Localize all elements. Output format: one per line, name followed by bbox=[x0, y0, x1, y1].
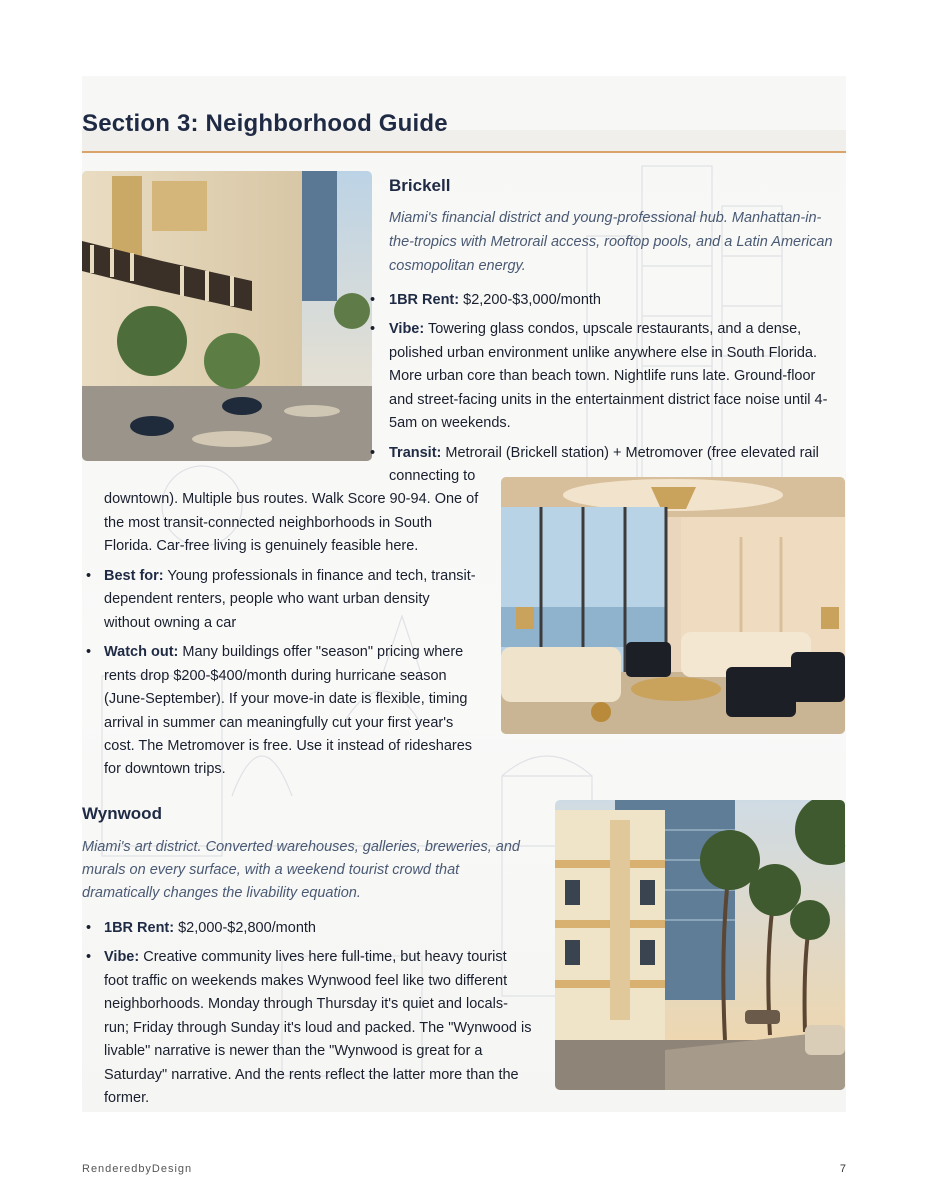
brickell-vibe-line-2: polished urban environment unlike anywhere else in South Florida. bbox=[389, 345, 818, 361]
wynwood-heading: Wynwood bbox=[82, 804, 162, 823]
brickell-watch-line-3: (June-September). If your move-in date is flexible, timing bbox=[104, 691, 468, 707]
brickell-vibe-line-4: and street-facing units in the entertainment district face noise until 4- bbox=[389, 392, 828, 408]
page-number: 7 bbox=[839, 1163, 846, 1175]
wynwood-vibe-line-2: foot traffic on weekends makes Wynwood feel like two different bbox=[104, 973, 508, 989]
wynwood-vibe-line-7: former. bbox=[104, 1090, 150, 1106]
wynwood-vibe-line-5: livable" narrative is newer than the "Wynwood is great for a bbox=[104, 1043, 483, 1059]
rent-value: $2,200-$3,000/month bbox=[463, 292, 601, 308]
vibe-label: Vibe: bbox=[389, 321, 425, 337]
footer-brand: RenderedbyDesign bbox=[82, 1163, 193, 1175]
wynwood-rent bbox=[104, 917, 316, 941]
vibe-label: Vibe: bbox=[104, 949, 140, 965]
wynwood-vibe-line-6: Saturday" narrative. And the rents reflect the latter more than the bbox=[104, 1067, 519, 1083]
bullet: • bbox=[86, 920, 92, 936]
bullet: • bbox=[370, 292, 376, 308]
brickell-intro-line-2: the-tropics with Metrorail access, rooftop pools, and a Latin American bbox=[389, 234, 833, 250]
brickell-vibe bbox=[389, 318, 801, 342]
brickell-transit bbox=[389, 442, 819, 466]
vibe-text: Creative community lives here full-time, but heavy tourist bbox=[139, 949, 507, 965]
brickell-transit-line-5: Florida. Car-free living is genuinely feasible here. bbox=[104, 538, 419, 554]
title-divider bbox=[82, 151, 846, 153]
wynwood-vibe-line-3: neighborhoods. Monday through Thursday it's quiet and locals- bbox=[104, 996, 508, 1012]
brickell-heading: Brickell bbox=[389, 176, 451, 195]
wynwood-intro-line-2: murals on every surface, with a weekend tourist crowd that bbox=[82, 862, 460, 878]
brickell-watch-line-2: rents drop $200-$400/month during hurricane season bbox=[104, 668, 447, 684]
bullet: • bbox=[86, 949, 92, 965]
bullet: • bbox=[370, 321, 376, 337]
wynwood-intro-line-1: Miami's art district. Converted warehouses, galleries, breweries, and bbox=[82, 839, 520, 855]
brickell-cafe-photo bbox=[82, 171, 372, 461]
brickell-transit-line-2: connecting to bbox=[389, 468, 476, 484]
wynwood-vibe bbox=[104, 946, 507, 970]
bullet: • bbox=[86, 568, 92, 584]
bullet: • bbox=[370, 445, 376, 461]
rent-label: 1BR Rent: bbox=[104, 920, 175, 936]
brickell-watch-line-6: for downtown trips. bbox=[104, 761, 226, 777]
brickell-transit-line-4: the most transit-connected neighborhoods in South bbox=[104, 515, 433, 531]
brickell-vibe-line-5: 5am on weekends. bbox=[389, 415, 511, 431]
wynwood-vibe-line-4: run; Friday through Sunday it's loud and packed. The "Wynwood is bbox=[104, 1020, 532, 1036]
watch-out-text: Many buildings offer "season" pricing where bbox=[178, 644, 464, 660]
brickell-transit-line-3: downtown). Multiple bus routes. Walk Score 90-94. One of bbox=[104, 491, 479, 507]
brickell-watch-line-4: arrival in summer can meaningfully cut your first year's bbox=[104, 715, 454, 731]
transit-label: Transit: bbox=[389, 445, 442, 461]
best-for-label: Best for: bbox=[104, 568, 164, 584]
brickell-watch-line-5: cost. The Metromover is free. Use it instead of rideshares bbox=[104, 738, 473, 754]
section-title: Section 3: Neighborhood Guide bbox=[82, 110, 448, 137]
wynwood-street-photo bbox=[555, 800, 845, 1090]
rent-label: 1BR Rent: bbox=[389, 292, 460, 308]
brickell-watch-out bbox=[104, 641, 463, 665]
brickell-intro-line-3: cosmopolitan energy. bbox=[389, 258, 526, 274]
vibe-text: Towering glass condos, upscale restaurants, and a dense, bbox=[424, 321, 802, 337]
brickell-intro-line-1: Miami's financial district and young-professional hub. Manhattan-in- bbox=[389, 210, 822, 226]
transit-text: Metrorail (Brickell station) + Metromover (free elevated rail bbox=[441, 445, 819, 461]
brickell-vibe-line-3: More urban core than beach town. Nightlife runs late. Ground-floor bbox=[389, 368, 816, 384]
brickell-best-line-3: without owning a car bbox=[104, 615, 237, 631]
rent-value: $2,000-$2,800/month bbox=[174, 920, 316, 936]
best-for-text: Young professionals in finance and tech, transit- bbox=[163, 568, 476, 584]
wynwood-intro-line-3: dramatically changes the livability equation. bbox=[82, 885, 361, 901]
brickell-best-line-2: dependent renters, people who want urban density bbox=[104, 591, 430, 607]
bullet: • bbox=[86, 644, 92, 660]
brickell-living-room-photo bbox=[501, 477, 845, 734]
watch-out-label: Watch out: bbox=[104, 644, 179, 660]
brickell-best-for bbox=[104, 565, 476, 589]
brickell-rent bbox=[389, 289, 601, 313]
